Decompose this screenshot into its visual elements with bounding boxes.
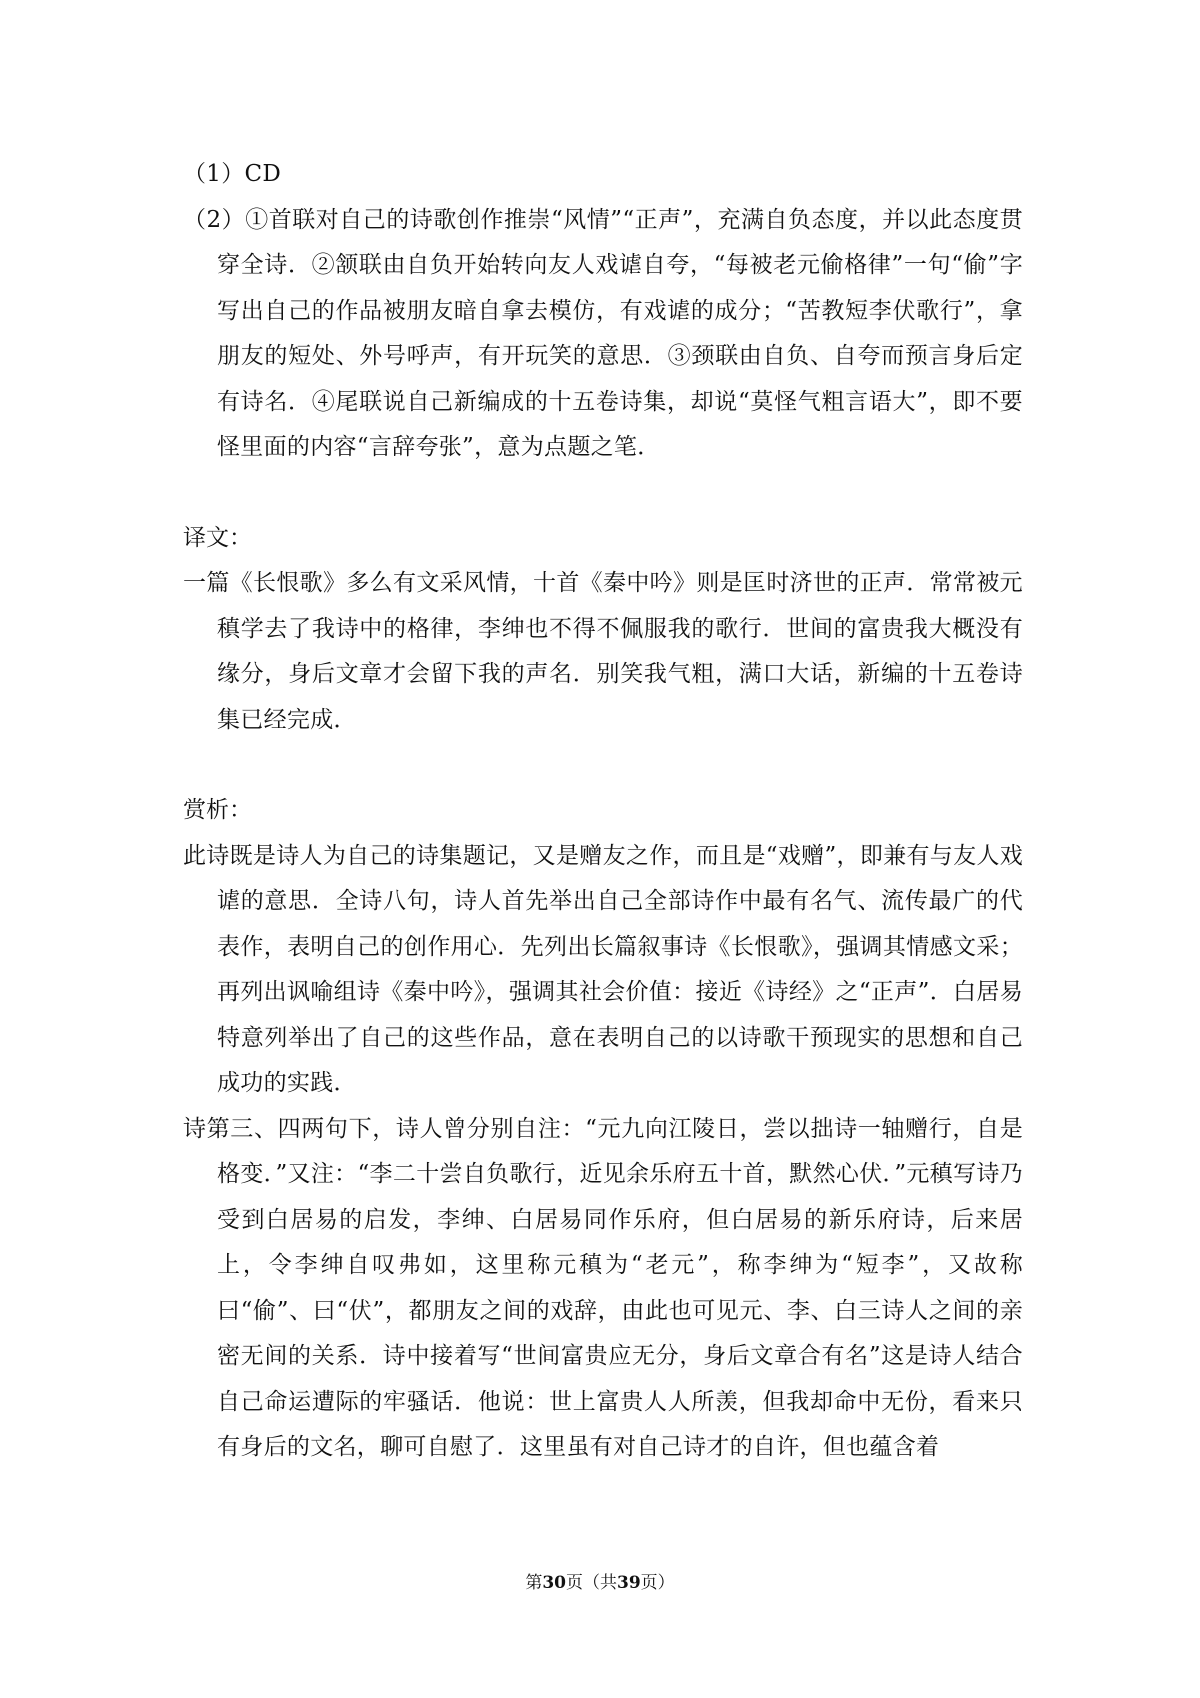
page-footer — [0, 1572, 1200, 1594]
document-body — [183, 152, 1023, 1471]
section-gap — [183, 743, 1023, 788]
footer-page-number: 30 — [542, 1573, 566, 1593]
footer-suffix: 页） — [640, 1573, 675, 1593]
appreciation-paragraph-1: 此诗既是诗人为自己的诗集题记，又是赠友之作，而且是“戏赠”，即兼有与友人戏谑的意思．全诗八句，诗人首先举出自己全部诗作中最有名气、流传最广的代表作，表明自己的创作用心．先列出长篇叙事诗《长恨歌》，强调其情感文采；再列出讽喻组诗《秦中吟》，强调其社会价值：接近《诗经》之“正声”．白居易特意列举出了自己的这些作品，意在表明自己的以诗歌干预现实的思想和自己成功的实践． — [183, 842, 1023, 1096]
answer-1: （1）CD — [183, 161, 282, 187]
section-gap — [183, 471, 1023, 516]
translation-heading: 译文： — [183, 524, 252, 551]
translation-text: 一篇《长恨歌》多么有文采风情，十首《秦中吟》则是匡时济世的正声．常常被元稹学去了我诗中的格律，李绅也不得不佩服我的歌行．世间的富贵我大概没有缘分，身后文章才会留下我的声名．别笑我气粗，满口大话，新编的十五卷诗集已经完成． — [183, 570, 1023, 733]
footer-prefix: 第 — [525, 1573, 543, 1593]
answer-2: （2）①首联对自己的诗歌创作推崇“风情”“正声”，充满自负态度，并以此态度贯穿全诗．②颔联由自负开始转向友人戏谑自夸，“每被老元偷格律”一句“偷”字写出自己的作品被朋友暗自拿去模仿，有戏谑的成分；“苦教短李伏歌行”，拿朋友的短处、外号呼声，有开玩笑的意思．③颈联由自负、自夸而预言身后定有诗名．④尾联说自己新编成的十五卷诗集，却说“莫怪气粗言语大”，即不要怪里面的内容“言辞夸张”，意为点题之笔． — [183, 206, 1023, 460]
footer-middle: 页（共 — [566, 1573, 617, 1593]
footer-total-pages: 39 — [617, 1573, 641, 1593]
appreciation-heading: 赏析： — [183, 797, 252, 823]
appreciation-paragraph-2: 诗第三、四两句下，诗人曾分别自注：“元九向江陵日，尝以拙诗一轴赠行，自是格变．”又注：“李二十尝自负歌行，近见余乐府五十首，默然心伏．”元稹写诗乃受到白居易的启发，李绅、白居易同作乐府，但白居易的新乐府诗，后来居上，令李绅自叹弗如，这里称元稹为“老元”，称李绅为“短李”，又故称曰“偷”、曰“伏”，都朋友之间的戏辞，由此也可见元、李、白三诗人之间的亲密无间的关系．诗中接着写“世间富贵应无分，身后文章合有名”这是诗人结合自己命运遭际的牢骚话．他说：世上富贵人人所羡，但我却命中无份，看来只有身后的文名，聊可自慰了．这里虽有对自己诗才的自许，但也蕴含着 — [183, 1115, 1023, 1460]
